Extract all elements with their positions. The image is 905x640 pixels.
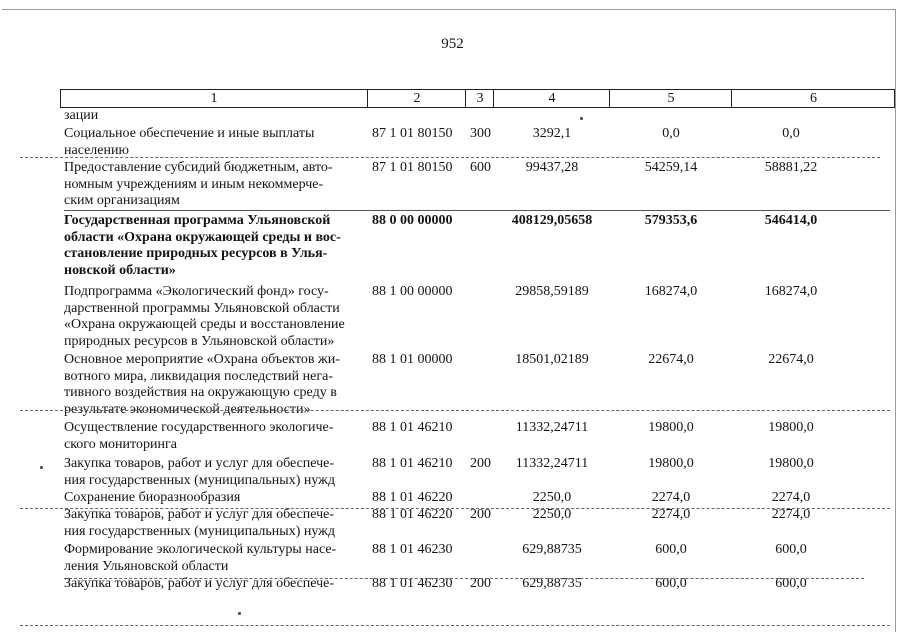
- amount-col-6: 19800,0: [768, 420, 814, 435]
- table-header: [60, 89, 895, 108]
- scan-rule: [20, 157, 880, 158]
- amount-col-5: 600,0: [655, 576, 687, 591]
- row-description: [64, 507, 360, 540]
- amount-col-5: 579353,6: [644, 213, 698, 228]
- amount-col-5: 0,0: [662, 126, 680, 141]
- description-line: Сохранение биоразнообразия: [64, 490, 241, 505]
- amount-col-5: 2274,0: [651, 490, 691, 505]
- amount-col-6: 22674,0: [768, 352, 814, 367]
- target-code: 88 1 01 46230: [372, 542, 453, 557]
- amount-col-4: 629,88735: [522, 542, 582, 557]
- amount-col-4: 11332,24711: [515, 420, 589, 435]
- row-description: [64, 213, 360, 279]
- description-line: «Охрана окружающей среды и восстановление: [64, 317, 345, 332]
- target-code: 88 1 01 46230: [372, 576, 453, 591]
- description-line: Закупка товаров, работ и услуг для обеспече-: [64, 507, 335, 522]
- amount-col-6: 2274,0: [771, 507, 811, 522]
- target-code: 87 1 01 80150: [372, 126, 453, 141]
- description-line: природных ресурсов в Ульяновской области»: [64, 333, 335, 349]
- target-code: 88 1 01 46220: [372, 507, 453, 522]
- description-line: становление природных ресурсов в Улья-: [64, 246, 328, 261]
- description-line: тивного воздействия на окружающую среду в: [64, 385, 337, 400]
- expense-type: 200: [470, 576, 491, 591]
- target-code: 88 0 00 00000: [372, 213, 453, 228]
- amount-col-4: 18501,02189: [515, 352, 589, 367]
- amount-col-4: 3292,1: [532, 126, 572, 141]
- description-line: Закупка товаров, работ и услуг для обеспече-: [64, 576, 335, 591]
- target-code: 88 1 01 46210: [372, 420, 453, 435]
- description-line: дарственной программы Ульяновской области: [64, 300, 340, 316]
- amount-col-6: 19800,0: [768, 456, 814, 471]
- expense-type: 600: [470, 160, 491, 175]
- amount-col-5: 600,0: [655, 542, 687, 557]
- amount-col-4: 99437,28: [525, 160, 579, 175]
- description-line: номным учреждениям и иным некоммерче-: [64, 176, 324, 192]
- target-code: 88 1 01 46220: [372, 490, 453, 505]
- scan-rule: [20, 625, 890, 626]
- description-line: Формирование экологической культуры насе-: [64, 542, 337, 557]
- description-line: Подпрограмма «Экологический фонд» госу-: [64, 284, 329, 299]
- amount-col-6: 2274,0: [771, 490, 811, 505]
- amount-col-6: 600,0: [775, 576, 807, 591]
- scan-speck: [580, 117, 583, 120]
- row-description: [64, 456, 360, 489]
- scan-rule: [64, 210, 890, 211]
- amount-col-4: 2250,0: [532, 507, 572, 522]
- amount-col-5: 54259,14: [644, 160, 698, 175]
- target-code: 87 1 01 80150: [372, 160, 453, 175]
- target-code: 88 1 00 00000: [372, 284, 453, 299]
- header-col-2: 2: [367, 90, 466, 107]
- amount-col-6: 58881,22: [764, 160, 818, 175]
- description-line: Основное мероприятие «Охрана объектов жи-: [64, 352, 340, 367]
- amount-col-5: 168274,0: [644, 284, 698, 299]
- scan-rule: [64, 578, 864, 579]
- amount-col-6: 600,0: [775, 542, 807, 557]
- amount-col-6: 0,0: [782, 126, 800, 141]
- row-description: [64, 284, 360, 350]
- amount-col-4: 2250,0: [532, 490, 572, 505]
- target-code: 88 1 01 00000: [372, 352, 453, 367]
- description-line: ского мониторинга: [64, 436, 177, 452]
- expense-type: 300: [470, 126, 491, 141]
- scan-rule: [20, 508, 890, 509]
- header-col-6: 6: [731, 90, 895, 107]
- row-description: [64, 542, 360, 575]
- amount-col-4: 29858,59189: [515, 284, 589, 299]
- amount-col-4: 11332,24711: [515, 456, 589, 471]
- description-line: ния государственных (муниципальных) нужд: [64, 523, 335, 539]
- amount-col-4: 629,88735: [522, 576, 582, 591]
- description-line: Закупка товаров, работ и услуг для обеспече-: [64, 456, 335, 471]
- description-line: ления Ульяновской области: [64, 558, 229, 574]
- expense-type: 200: [470, 456, 491, 471]
- row-description: [64, 490, 360, 507]
- description-line: Государственная программа Ульяновской: [64, 213, 331, 228]
- description-line: области «Охрана окружающей среды и вос-: [64, 229, 341, 245]
- row-description: [64, 160, 360, 210]
- carry-over-text: зации: [64, 108, 99, 123]
- amount-col-5: 19800,0: [648, 456, 694, 471]
- description-line: результате экономической деятельности»: [64, 401, 311, 417]
- description-line: новской области»: [64, 262, 176, 278]
- scan-rule: [20, 410, 890, 411]
- description-line: Социальное обеспечение и иные выплаты: [64, 126, 315, 141]
- amount-col-5: 2274,0: [651, 507, 691, 522]
- header-col-1: 1: [210, 91, 218, 106]
- header-col-4: 4: [493, 90, 610, 107]
- row-description: [64, 352, 360, 418]
- amount-col-6: 546414,0: [764, 213, 818, 228]
- amount-col-5: 19800,0: [648, 420, 694, 435]
- page-number: 952: [441, 36, 464, 52]
- description-line: Предоставление субсидий бюджетным, авто-: [64, 160, 333, 175]
- expense-type: 200: [470, 507, 491, 522]
- row-description: [64, 420, 360, 453]
- description-line: населению: [64, 142, 129, 158]
- description-line: ским организациям: [64, 193, 180, 208]
- target-code: 88 1 01 46210: [372, 456, 453, 471]
- description-line: ния государственных (муниципальных) нужд: [64, 472, 335, 488]
- header-col-5: 5: [609, 90, 732, 107]
- amount-col-4: 408129,05658: [511, 213, 593, 228]
- header-col-3: 3: [465, 90, 494, 107]
- description-line: Осуществление государственного экологиче-: [64, 420, 334, 435]
- amount-col-5: 22674,0: [648, 352, 694, 367]
- scan-speck: [40, 466, 43, 469]
- scan-speck: [238, 612, 241, 615]
- row-description: [64, 126, 360, 159]
- description-line: вотного мира, ликвидация последствий нега-: [64, 368, 333, 384]
- amount-col-6: 168274,0: [764, 284, 818, 299]
